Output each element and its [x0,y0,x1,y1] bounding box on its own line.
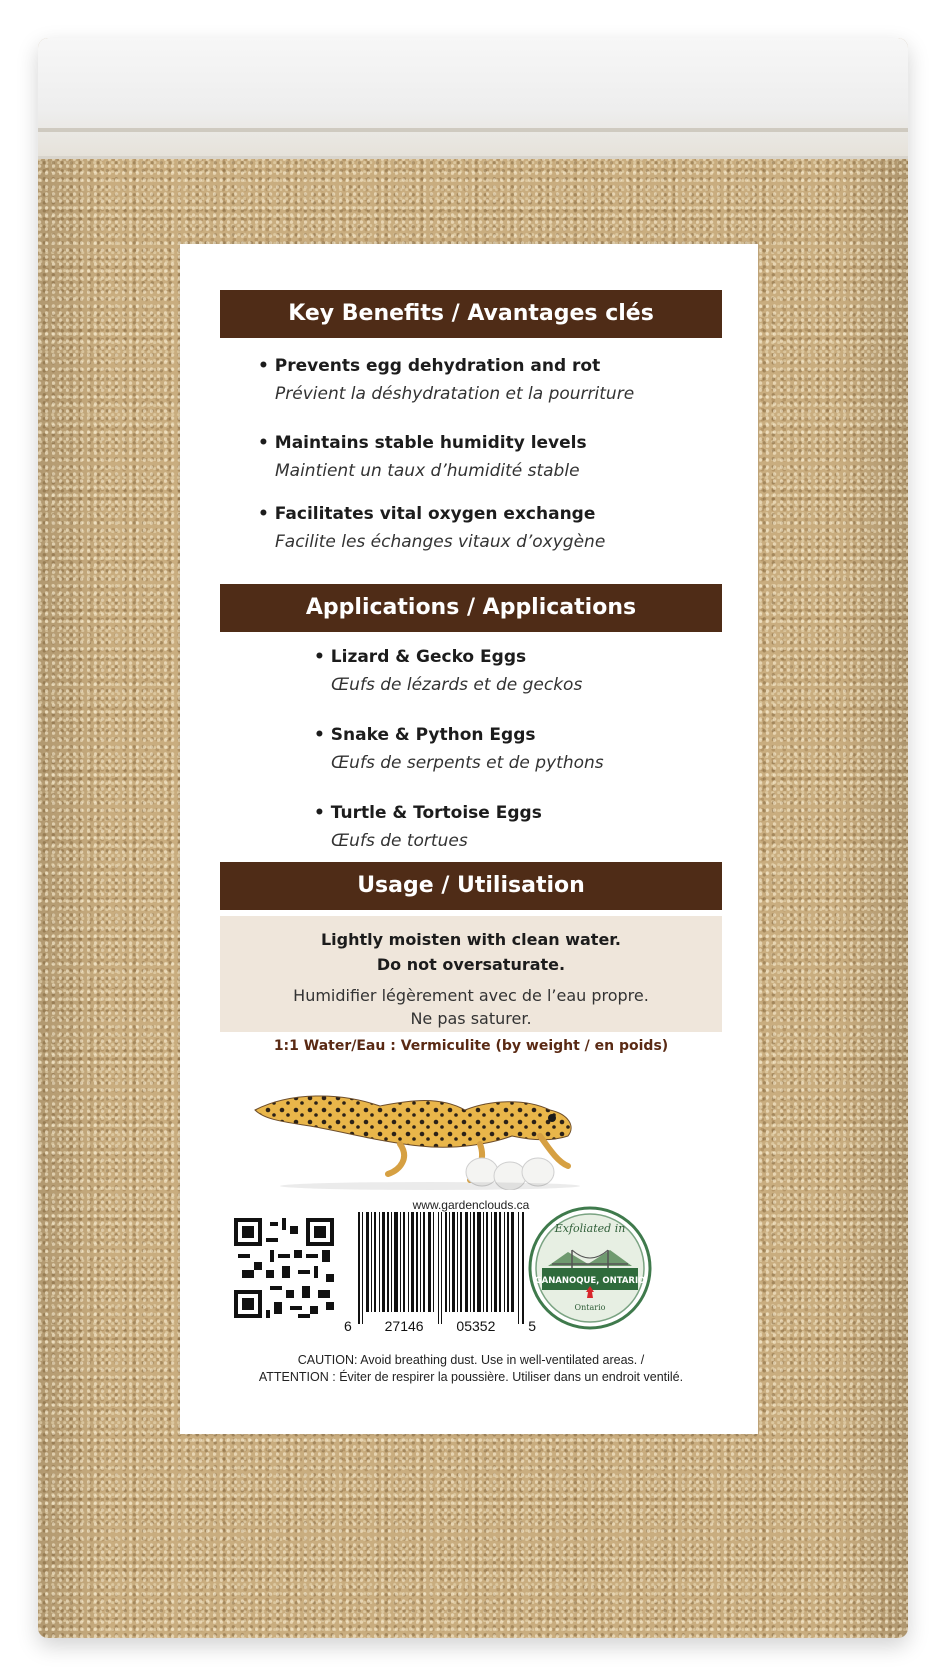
benefit-fr: Maintient un taux d’humidité stable [275,461,580,481]
benefit-en: • Prevents egg dehydration and rot [258,356,601,376]
benefit-en: • Facilitates vital oxygen exchange [258,504,596,524]
caution-notice [200,1352,742,1386]
application-en: • Turtle & Tortoise Eggs [314,803,542,823]
application-en: • Snake & Python Eggs [314,725,536,745]
key-benefits-banner: Key Benefits / Avantages clés [220,290,722,338]
applications-banner: Applications / Applications [220,584,722,632]
barcode-digit: 5 [528,1318,536,1334]
usage-fr-line2: Ne pas saturer. [410,1009,532,1028]
usage-instructions [220,916,722,1032]
benefit-item [258,433,587,481]
benefit-fr: Facilite les échanges vitaux d’oxygène [275,532,606,552]
barcode-digit: 27146 [384,1318,424,1334]
application-en: • Lizard & Gecko Eggs [314,647,527,667]
gecko-with-eggs-illustration [250,1070,610,1190]
barcode [356,1212,528,1330]
website-url: www.gardenclouds.ca [412,1198,530,1212]
usage-fr-line1: Humidifier légèrement avec de l’eau propre. [293,986,649,1005]
benefit-fr: Prévient la déshydratation et la pourriture [275,384,635,404]
usage-en-line2: Do not oversaturate. [376,955,566,974]
application-fr: Œufs de lézards et de geckos [331,675,583,695]
caution-en: CAUTION: Avoid breathing dust. Use in well-ventilated areas. / [297,1353,645,1367]
application-item [314,803,542,851]
application-item [314,647,582,695]
usage-en-line1: Lightly moisten with clean water. [320,930,621,949]
barcode-digit: 05352 [456,1318,496,1334]
benefit-en: • Maintains stable humidity levels [258,433,587,453]
application-fr: Œufs de serpents et de pythons [331,753,604,773]
benefit-item [258,504,605,552]
zip-lock-line [38,128,908,132]
application-fr: Œufs de tortues [331,831,468,851]
seal-bottom-text: Ontario [574,1303,606,1312]
application-item [314,725,604,773]
caution-fr: ATTENTION : Éviter de respirer la poussière. Utiliser dans un endroit ventilé. [258,1370,684,1384]
usage-banner: Usage / Utilisation [220,862,722,910]
benefit-item [258,356,634,404]
mix-ratio: 1:1 Water/Eau : Vermiculite (by weight / en poids) [273,1038,669,1054]
seal-place-text: GANANOQUE, ONTARIO [534,1276,646,1286]
qr-code [234,1218,334,1318]
seal-top-text: Exfoliated in [554,1222,626,1235]
zip-seal-strip [38,38,908,159]
barcode-digit: 6 [344,1318,352,1334]
origin-seal [528,1206,652,1330]
product-label [180,244,758,1434]
barcode-number [344,1318,536,1334]
